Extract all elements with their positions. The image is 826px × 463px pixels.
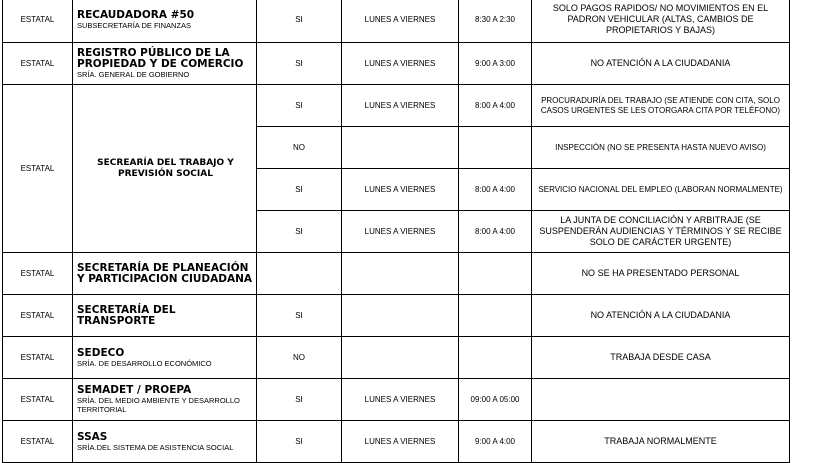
level-cell: ESTATAL	[3, 295, 73, 337]
agency-name: SECREARÍA DEL TRABAJO Y PREVISIÓN SOCIAL	[97, 157, 234, 179]
observations-cell: NO ATENCIÓN A LA CIUDADANIA	[532, 295, 790, 337]
days-cell	[342, 295, 459, 337]
agency-name: SECRETARÍA DE PLANEACIÓN Y PARTICIPACION CIUDADANA	[77, 261, 252, 285]
level-cell: ESTATAL	[3, 337, 73, 379]
hours-cell: 8:00 A 4:00	[459, 211, 532, 253]
days-cell: LUNES A VIERNES	[342, 379, 459, 421]
days-cell: LUNES A VIERNES	[342, 85, 459, 127]
level-cell: ESTATAL	[3, 0, 73, 43]
observations-cell: SOLO PAGOS RAPIDOS/ NO MOVIMIENTOS EN EL PADRON VEHICULAR (ALTAS, CAMBIOS DE PROPIETARIOS Y BAJAS)	[532, 0, 790, 43]
attends-cell: NO	[257, 337, 342, 379]
agency-subtitle: SRÍA.DEL SISTEMA DE ASISTENCIA SOCIAL	[77, 442, 234, 452]
hours-cell	[459, 295, 532, 337]
level-cell: ESTATAL	[3, 379, 73, 421]
attends-cell: SI	[257, 295, 342, 337]
attends-cell: SI	[257, 169, 342, 211]
agency-subtitle: SUBSECRETARÍA DE FINANZAS	[77, 20, 192, 30]
table-row	[3, 295, 790, 337]
attends-cell	[257, 253, 342, 295]
hours-cell: 9:00 A 3:00	[459, 43, 532, 85]
agency-cell	[73, 85, 257, 253]
attends-cell: SI	[257, 421, 342, 463]
hours-cell: 8:00 A 4:00	[459, 85, 532, 127]
observations-cell: SERVICIO NACIONAL DEL EMPLEO (LABORAN NORMALMENTE)	[532, 169, 790, 211]
table-row	[3, 43, 790, 85]
agency-cell	[73, 0, 257, 43]
days-cell: LUNES A VIERNES	[342, 0, 459, 43]
days-cell: LUNES A VIERNES	[342, 211, 459, 253]
agency-name: SEDECO	[77, 346, 125, 359]
hours-cell: 09:00 A 05:00	[459, 379, 532, 421]
table-row	[3, 337, 790, 379]
hours-cell: 8:30 A 2:30	[459, 0, 532, 43]
days-cell	[342, 253, 459, 295]
days-cell: LUNES A VIERNES	[342, 169, 459, 211]
agency-name: SECRETARÍA DEL TRANSPORTE	[77, 303, 176, 327]
agency-subtitle: SRÍA. DEL MEDIO AMBIENTE Y DESARROLLO TERRITORIAL	[77, 396, 240, 414]
agency-subtitle: SRÍA. GENERAL DE GOBIERNO	[77, 70, 190, 79]
table-row	[3, 253, 790, 295]
table-row	[3, 85, 790, 127]
level-cell: ESTATAL	[3, 421, 73, 463]
observations-cell: NO SE HA PRESENTADO PERSONAL	[532, 253, 790, 295]
agency-name: REGISTRO PÚBLICO DE LA PROPIEDAD Y DE COMERCIO	[77, 47, 244, 70]
level-cell: ESTATAL	[3, 253, 73, 295]
agency-cell	[73, 337, 257, 379]
level-cell: ESTATAL	[3, 85, 73, 253]
observations-cell: INSPECCIÓN (NO SE PRESENTA HASTA NUEVO AVISO)	[532, 127, 790, 169]
agency-cell	[73, 43, 257, 85]
table-row	[3, 379, 790, 421]
hours-cell	[459, 253, 532, 295]
observations-cell: TRABAJA NORMALMENTE	[532, 421, 790, 463]
days-cell: LUNES A VIERNES	[342, 421, 459, 463]
agency-cell	[73, 421, 257, 463]
agency-name: RECAUDADORA #50	[77, 8, 195, 21]
table-row	[3, 421, 790, 463]
observations-cell: TRABAJA DESDE CASA	[532, 337, 790, 379]
table-row	[3, 0, 790, 43]
agency-subtitle: SRÍA. DE DESARROLLO ECONÓMICO	[77, 358, 212, 368]
dependencies-table	[2, 0, 790, 463]
observations-cell: NO ATENCIÓN A LA CIUDADANIA	[532, 43, 790, 85]
hours-cell: 8:00 A 4:00	[459, 169, 532, 211]
days-cell	[342, 127, 459, 169]
days-cell	[342, 337, 459, 379]
attends-cell: SI	[257, 43, 342, 85]
agency-name: SSAS	[77, 430, 108, 443]
attends-cell: SI	[257, 211, 342, 253]
observations-cell: LA JUNTA DE CONCILIACIÓN Y ARBITRAJE (SE SUSPENDERÁN AUDIENCIAS Y TÉRMINOS Y SE RECIBE SOLO DE CARÁCTER URGENTE)	[532, 211, 790, 253]
attends-cell: SI	[257, 0, 342, 43]
agency-name: SEMADET / PROEPA	[77, 384, 192, 396]
agency-cell	[73, 253, 257, 295]
attends-cell: SI	[257, 85, 342, 127]
attends-cell: SI	[257, 379, 342, 421]
observations-cell	[532, 379, 790, 421]
agency-cell	[73, 379, 257, 421]
observations-cell: PROCURADURÍA DEL TRABAJO (SE ATIENDE CON CITA, SOLO CASOS URGENTES SE LES OTORGARA CITA POR TELÉFONO)	[532, 85, 790, 127]
hours-cell	[459, 337, 532, 379]
hours-cell	[459, 127, 532, 169]
days-cell: LUNES A VIERNES	[342, 43, 459, 85]
agency-cell	[73, 295, 257, 337]
level-cell: ESTATAL	[3, 43, 73, 85]
attends-cell: NO	[257, 127, 342, 169]
hours-cell: 9:00 A 4:00	[459, 421, 532, 463]
